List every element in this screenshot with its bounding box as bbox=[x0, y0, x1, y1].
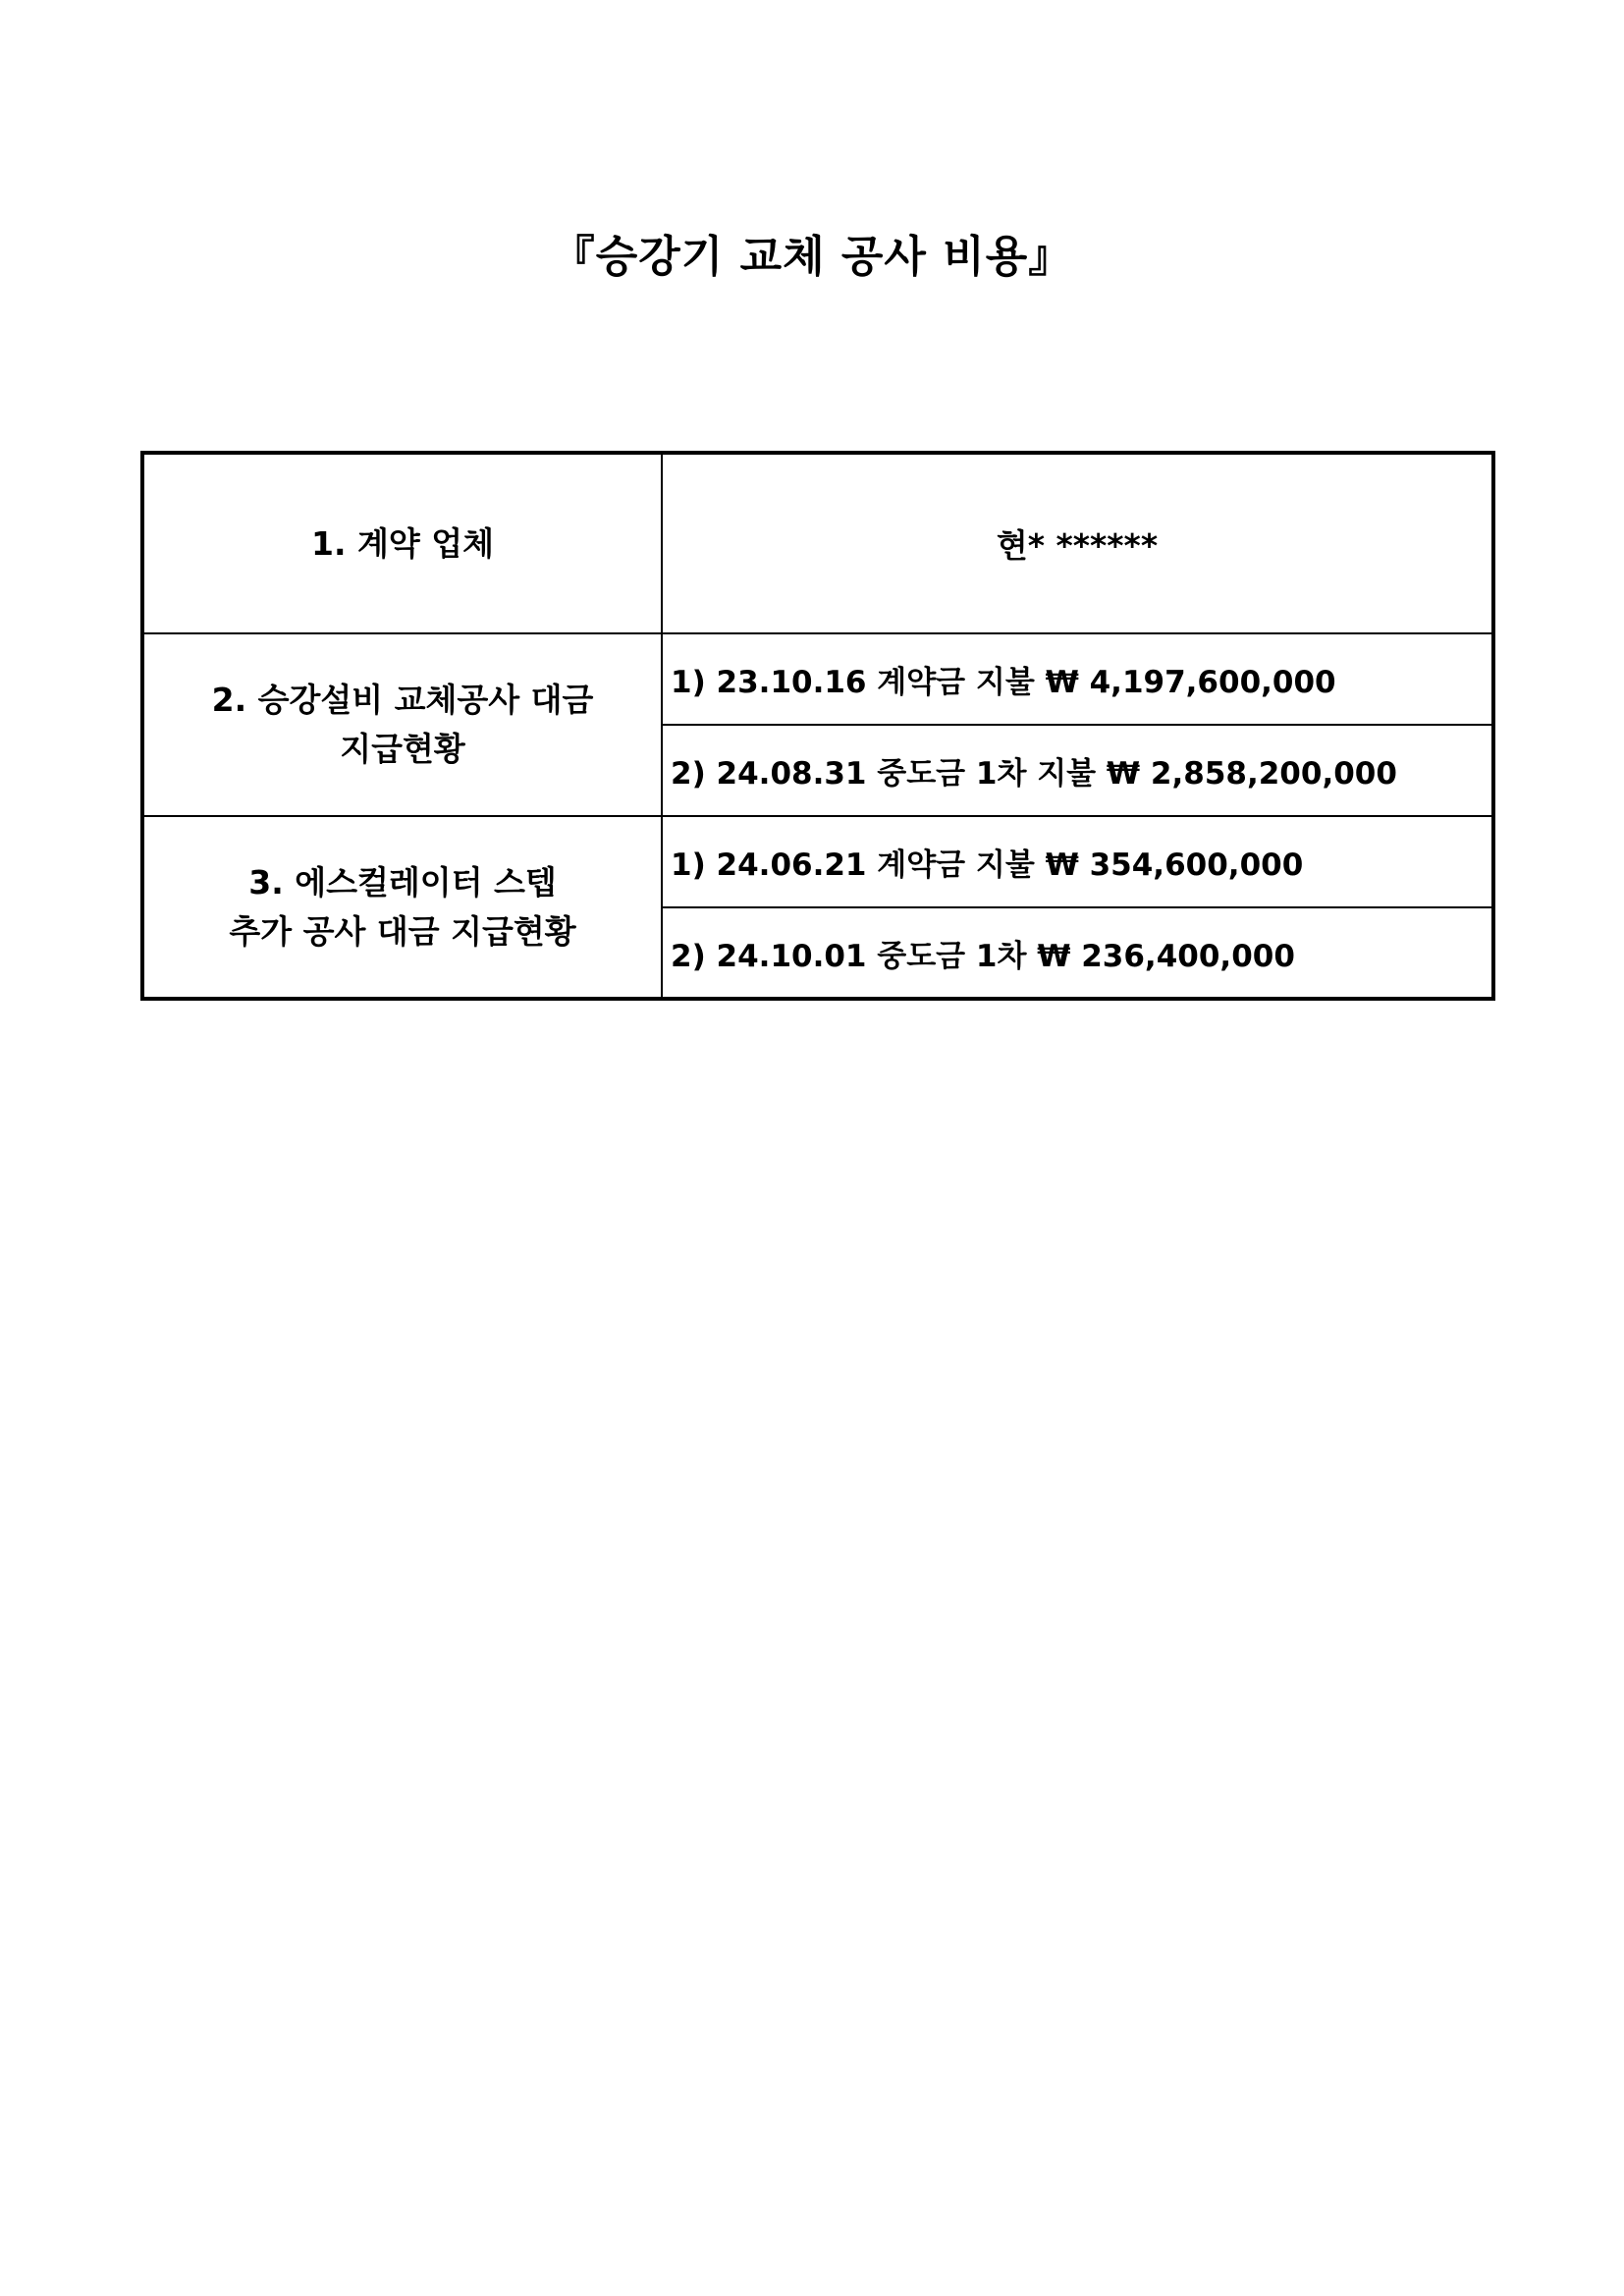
elevator-payment-label-line2: 지급현황 bbox=[340, 730, 465, 768]
escalator-payment-item-2: 2) 24.10.01 중도금 1차 ₩ 236,400,000 bbox=[662, 907, 1493, 999]
elevator-payment-label-line1: 2. 승강설비 교체공사 대금 bbox=[211, 681, 594, 719]
elevator-payment-item-1: 1) 23.10.16 계약금 지불 ₩ 4,197,600,000 bbox=[662, 633, 1493, 725]
elevator-payment-label bbox=[142, 633, 662, 816]
document-title: 『승강기 교체 공사 비용』 bbox=[551, 232, 1073, 282]
escalator-payment-row-1 bbox=[142, 816, 1493, 907]
cost-table bbox=[140, 451, 1495, 1001]
vendor-label: 1. 계약 업체 bbox=[142, 453, 662, 633]
escalator-payment-item-1: 1) 24.06.21 계약금 지불 ₩ 354,600,000 bbox=[662, 816, 1493, 907]
escalator-payment-label-line2: 추가 공사 대금 지급현황 bbox=[229, 911, 576, 951]
vendor-row bbox=[142, 453, 1493, 633]
elevator-payment-item-2: 2) 24.08.31 중도금 1차 지불 ₩ 2,858,200,000 bbox=[662, 725, 1493, 816]
vendor-value: 현* ****** bbox=[662, 453, 1493, 633]
escalator-payment-label bbox=[142, 816, 662, 999]
elevator-payment-row-1 bbox=[142, 633, 1493, 725]
escalator-payment-label-line1: 3. 에스컬레이터 스텝 bbox=[248, 862, 557, 902]
